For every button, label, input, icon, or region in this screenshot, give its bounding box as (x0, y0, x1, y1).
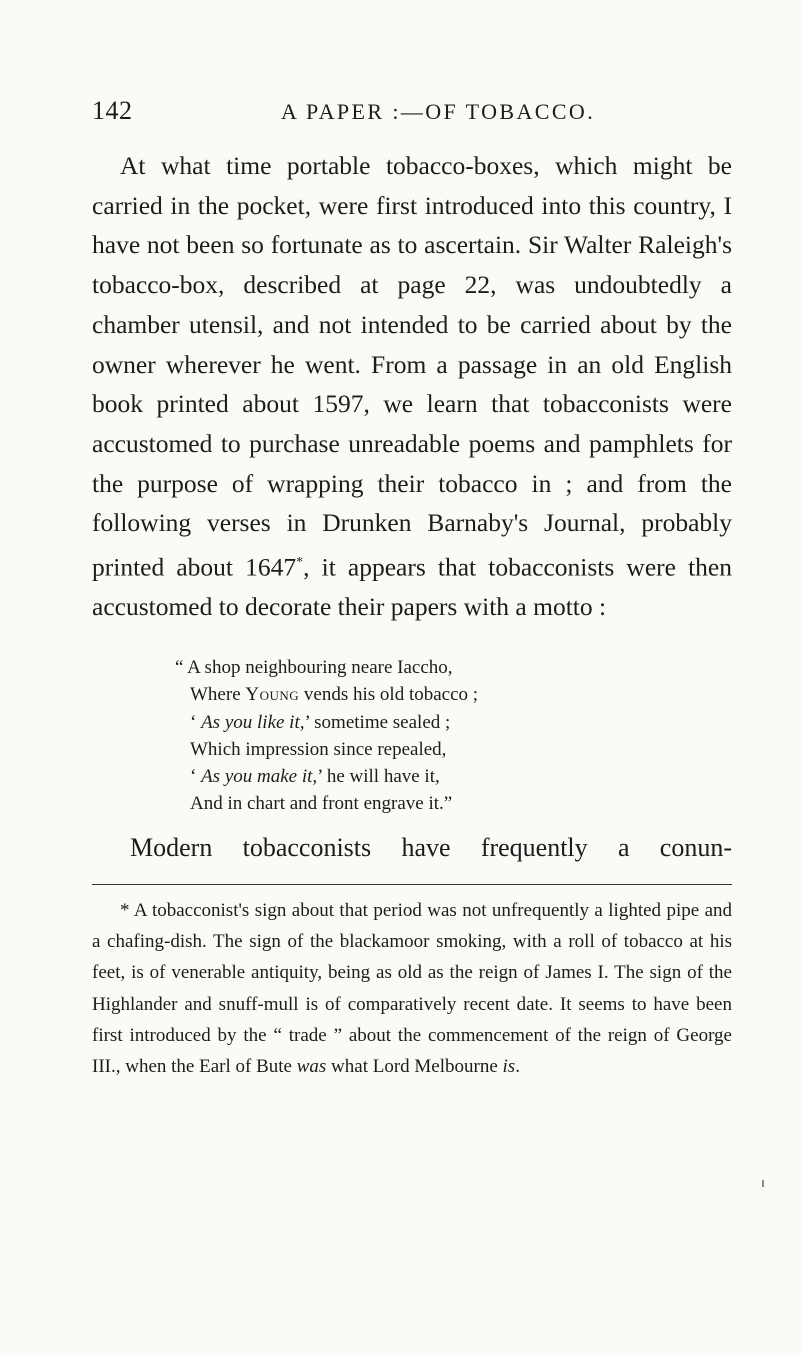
paper-speck (762, 1180, 764, 1187)
verse-motto: As you like it, (201, 711, 305, 733)
verse-text: Where (190, 684, 246, 706)
page-header (92, 96, 732, 132)
verse-line (175, 681, 715, 708)
paragraph-text-part2: , it appears that tobacconists were then accustomed to decorate their papers with a motto : (92, 552, 732, 622)
verse-text: ‘ (190, 766, 202, 788)
verse-text: ’ he will have it, (317, 766, 440, 788)
verse-text: ’ sometime sealed ; (304, 711, 451, 733)
footnote-paragraph (92, 895, 732, 1082)
footnote-text: . (515, 1056, 520, 1078)
verse-line (175, 709, 715, 736)
verse-text: vends his old tobacco ; (299, 684, 479, 706)
footnote-marker: * (296, 555, 304, 571)
footnote-text: what Lord Melbourne (326, 1056, 503, 1078)
verse-line: And in chart and front engrave it.” (190, 793, 453, 815)
page-number: 142 (92, 96, 133, 125)
footnote-text: * A tobacconist's sign about that period was not unfrequently a lighted pipe and a chafing-dish. The sign of the blackamoor smoking, with a roll of tobacco at his feet, is of venerable antiquity, being as old as the reign of James I. The sign of the Highlander and snuff-mull is of comparatively recent date. It seems to have been first introduced by the “ trade ” about the commencement of the reign of George III., when the Earl of Bute (92, 900, 732, 1078)
verse-motto: As you make it, (201, 766, 318, 788)
verse-line: “ A shop neighbouring neare Iaccho, (175, 657, 453, 678)
verse-quotation (175, 654, 715, 818)
verse-line (175, 763, 715, 790)
footnote-emphasis: was (296, 1056, 327, 1078)
footnote (92, 895, 732, 1082)
running-head: A PAPER :—OF TOBACCO. (281, 99, 596, 124)
footnote-divider (92, 884, 732, 885)
paragraph-text-part1: At what time portable tobacco-boxes, which might be carried in the pocket, were first introduced into this country, I have not been so fortunate as to ascertain. Sir Walter Raleigh's tobacco-box, described at page 22, was undoubtedly a chamber utensil, and not intended to be carried about by the owner wherever he went. From a passage in an old English book printed about 1597, we learn that tobacconists were accustomed to purchase unreadable poems and pamphlets for the purpose of wrapping their tobacco in ; and from the following verses in Drunken Barnaby's Journal, probably printed about 1647 (92, 151, 732, 582)
verse-text: ‘ (190, 711, 202, 733)
footnote-emphasis: is (502, 1056, 516, 1078)
verse-name-smallcaps: Young (245, 684, 300, 706)
continuation-line: Modern tobacconists have frequently a conun- (130, 833, 732, 862)
main-paragraph (92, 146, 732, 627)
verse-line: Which impression since repealed, (190, 738, 447, 760)
paragraph (92, 146, 732, 627)
